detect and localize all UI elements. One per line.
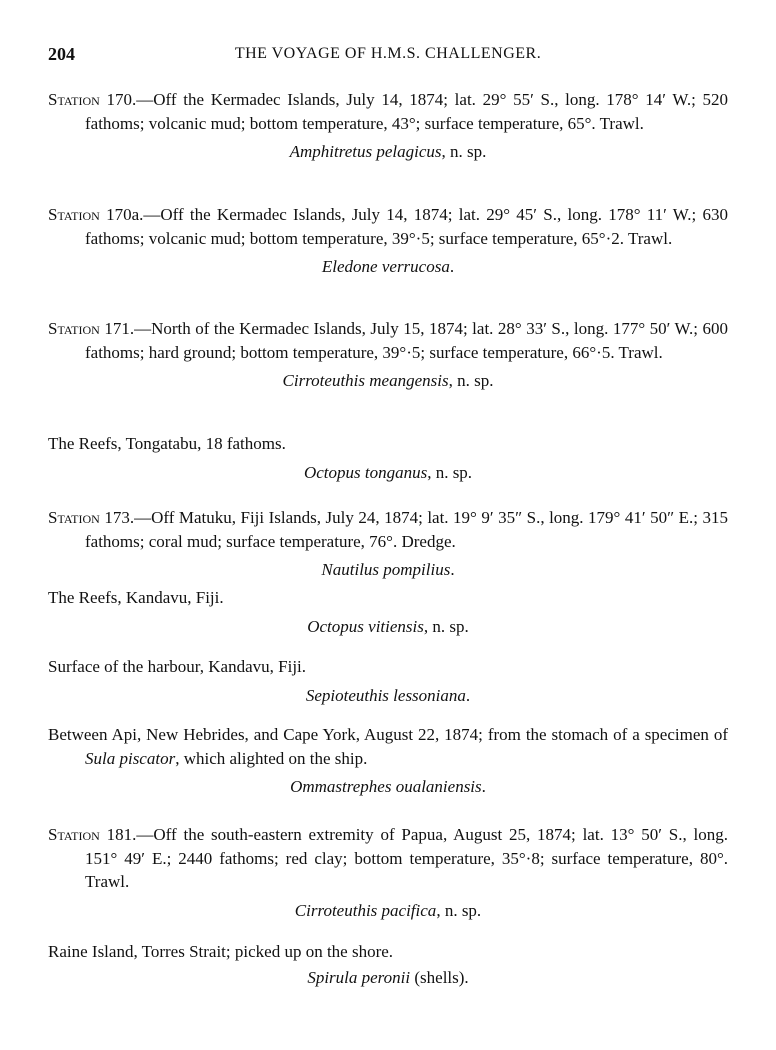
species-name: Cirroteuthis meangensis xyxy=(282,371,449,390)
entry-text: Station 173.—Off Matuku, Fiji Islands, July 24, 1874; lat. 19° 9′ 35″ S., long. 179° 41′ 50″ E.; 315 fathoms; coral mud; surface temperature, 76°. Dredge. xyxy=(48,508,728,551)
species-line: Spirula peronii (shells). xyxy=(307,967,469,987)
station-label: Station xyxy=(48,205,100,224)
station-label: Station xyxy=(48,825,100,844)
species-line: Nautilus pompilius. xyxy=(321,560,455,579)
entry-text: Station 181.—Off the south-eastern extremity of Papua, August 25, 1874; lat. 13° 50′ S., long. 151° 49′ E.; 2440 fathoms; red clay; bottom temperature, 35°·8; surface temperature, 80°. Trawl. xyxy=(48,825,728,891)
entry-text: Between Api, New Hebrides, and Cape York, August 22, 1874; from the stomach of a specimen of Sula piscator, which alighted on the ship. xyxy=(48,725,728,768)
locality-entry xyxy=(48,940,728,989)
species-line: Octopus vitiensis, n. sp. xyxy=(307,616,469,636)
entry-text: The Reefs, Tongatabu, 18 fathoms. xyxy=(48,434,286,453)
species-name: Cirroteuthis pacifica xyxy=(294,900,437,920)
species-line: Cirroteuthis pacifica, n. sp. xyxy=(294,900,482,920)
entry-text: Station 170a.—Off the Kermadec Islands, July 14, 1874; lat. 29° 45′ S., long. 178° 11′ W.; 630 fathoms; volcanic mud; bottom temperature, 39°·5; surface temperature, 65°·2. Trawl. xyxy=(48,205,728,248)
species-line: Octopus tonganus, n. sp. xyxy=(303,462,473,482)
host-species-name: Sula piscator xyxy=(85,748,176,768)
station-label: Station xyxy=(48,90,100,109)
species-name: Octopus tonganus xyxy=(303,462,428,482)
species-name: Spirula peronii xyxy=(307,967,411,987)
page-number: 204 xyxy=(48,44,75,64)
species-line: Sepioteuthis lessoniana. xyxy=(305,685,471,705)
station-entry xyxy=(48,823,728,922)
running-title: THE VOYAGE OF H.M.S. CHALLENGER. xyxy=(234,45,542,62)
species-line: Eledone verrucosa. xyxy=(321,257,455,276)
station-entry xyxy=(48,506,728,582)
station-entry xyxy=(48,203,728,279)
locality-entry xyxy=(48,432,728,484)
station-label: Station xyxy=(48,319,100,338)
species-name: Eledone verrucosa xyxy=(321,257,450,276)
entry-text: The Reefs, Kandavu, Fiji. xyxy=(48,588,224,607)
entry-text: Surface of the harbour, Kandavu, Fiji. xyxy=(48,657,307,676)
entry-text: Station 171.—North of the Kermadec Islands, July 15, 1874; lat. 28° 33′ S., long. 177° 50′ W.; 600 fathoms; hard ground; bottom temperature, 39°·5; surface temperature, 66°·5. Trawl. xyxy=(48,319,728,362)
station-entry xyxy=(48,88,728,164)
species-name: Octopus vitiensis xyxy=(307,616,424,636)
locality-entry xyxy=(48,723,728,799)
station-label: Station xyxy=(48,508,100,527)
species-line: Ommastrephes oualaniensis. xyxy=(290,777,486,796)
species-line: Amphitretus pelagicus, n. sp. xyxy=(289,142,487,161)
locality-entry xyxy=(48,655,728,707)
species-name: Amphitretus pelagicus xyxy=(289,142,442,161)
page-header xyxy=(48,44,728,70)
species-name: Nautilus pompilius xyxy=(321,560,451,579)
species-name: Sepioteuthis lessoniana xyxy=(305,685,466,705)
species-line: Cirroteuthis meangensis, n. sp. xyxy=(282,371,494,390)
station-entry xyxy=(48,317,728,393)
entry-text: Raine Island, Torres Strait; picked up on the shore. xyxy=(48,942,394,961)
entry-text: Station 170.—Off the Kermadec Islands, July 14, 1874; lat. 29° 55′ S., long. 178° 14′ W.; 520 fathoms; volcanic mud; bottom temperature, 43°; surface temperature, 65°. Trawl. xyxy=(48,90,728,133)
locality-entry xyxy=(48,586,728,638)
species-name: Ommastrephes oualaniensis xyxy=(290,777,482,796)
